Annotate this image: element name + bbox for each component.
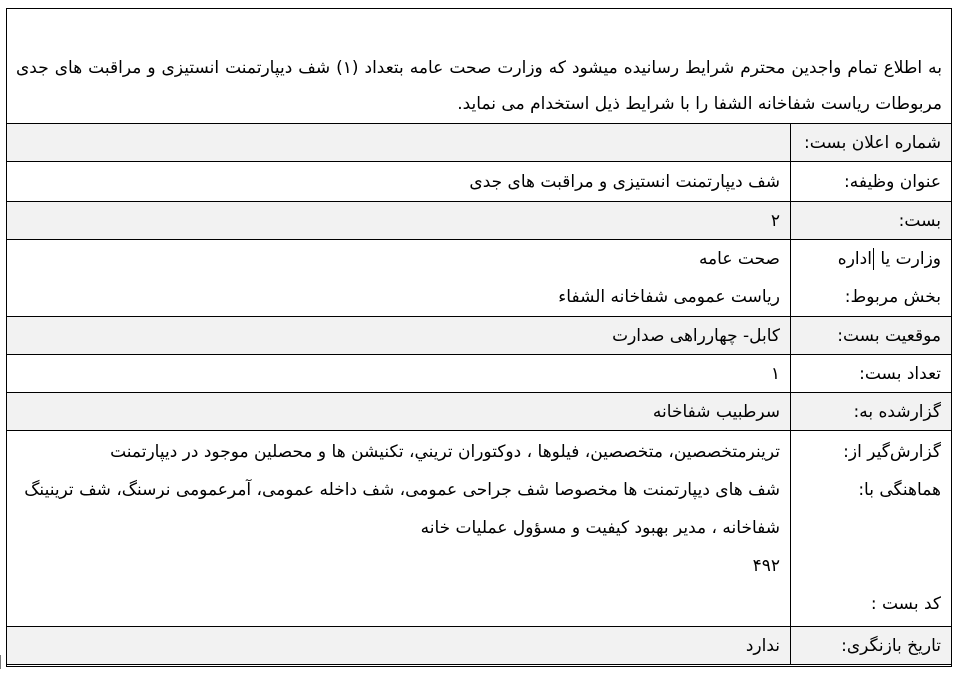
table-row xyxy=(7,431,952,627)
job-details-table xyxy=(6,123,952,665)
table-row xyxy=(7,393,952,431)
reporting-from-value: ترینرمتخصصین، متخصصین، فیلوها ، دوکتوران تریني، تکنیشن ها و محصلین موجود در دیپارتمنت xyxy=(110,442,780,462)
job-title-label: عنوان وظیفه: xyxy=(791,162,952,202)
table-row xyxy=(7,162,952,202)
intro-paragraph: به اطلاع تمام واجدین محترم شرایط رسانیده میشود که وزارت صحت عامه بتعداد (۱) شف دیپارتمنت انستیزی و مراقبت های جدی مربوطات ریاست شفاخانه الشفا را با شرایط ذیل استخدام می نماید. xyxy=(16,58,942,114)
coordination-label: هماهنگی با: xyxy=(858,480,941,500)
closing-date-label: تاریخ بازنگری: xyxy=(791,627,952,665)
grade-label: بست: xyxy=(791,202,952,240)
job-title-value: شف دیپارتمنت انستیزی و مراقبت های جدی xyxy=(7,162,791,202)
grade-value: ۲ xyxy=(7,202,791,240)
announcement-number-value xyxy=(7,124,791,162)
ministry-value: صحت عامه xyxy=(698,249,780,269)
coordination-value-line1: شف های دیپارتمنت ها مخصوصا شف جراحی عمومی، شف داخله عمومی، آمرعمومی نرسنگ، شف ترینینگ xyxy=(24,480,780,500)
table-row xyxy=(7,317,952,355)
reporting-coordination-labels xyxy=(791,431,952,627)
table-row xyxy=(7,202,952,240)
count-label: تعداد بست: xyxy=(791,355,952,393)
ministry-label: وزارت یا اداره xyxy=(837,249,941,269)
location-value: کابل- چهارراهی صدارت xyxy=(7,317,791,355)
table-row xyxy=(7,627,952,665)
reporting-coordination-values xyxy=(7,431,791,627)
post-code-label: کد بست : xyxy=(870,594,941,614)
coordination-value-line2: شفاخانه ، مدیر بهبود کیفیت و مسؤول عملیات خانه xyxy=(420,518,780,538)
page-edge-marker xyxy=(0,655,5,669)
reporting-from-label: گزارش‌گیر از: xyxy=(843,442,941,462)
count-value: ۱ xyxy=(7,355,791,393)
reports-to-value: سرطبیب شفاخانه xyxy=(7,393,791,431)
ministry-department-values xyxy=(7,240,791,317)
announcement-number-label: شماره اعلان بست: xyxy=(791,124,952,162)
table-row xyxy=(7,240,952,317)
table-row xyxy=(7,355,952,393)
reports-to-label: گزارشده به: xyxy=(791,393,952,431)
ministry-department-labels xyxy=(791,240,952,317)
department-value: ریاست عمومی شفاخانه الشفاء xyxy=(558,287,780,307)
post-code-value: ۴۹۲ xyxy=(752,556,780,576)
location-label: موقعیت بست: xyxy=(791,317,952,355)
department-label: بخش مربوط: xyxy=(844,287,941,307)
closing-date-value: ندارد xyxy=(7,627,791,665)
table-row xyxy=(7,124,952,162)
text-cursor xyxy=(873,248,874,270)
